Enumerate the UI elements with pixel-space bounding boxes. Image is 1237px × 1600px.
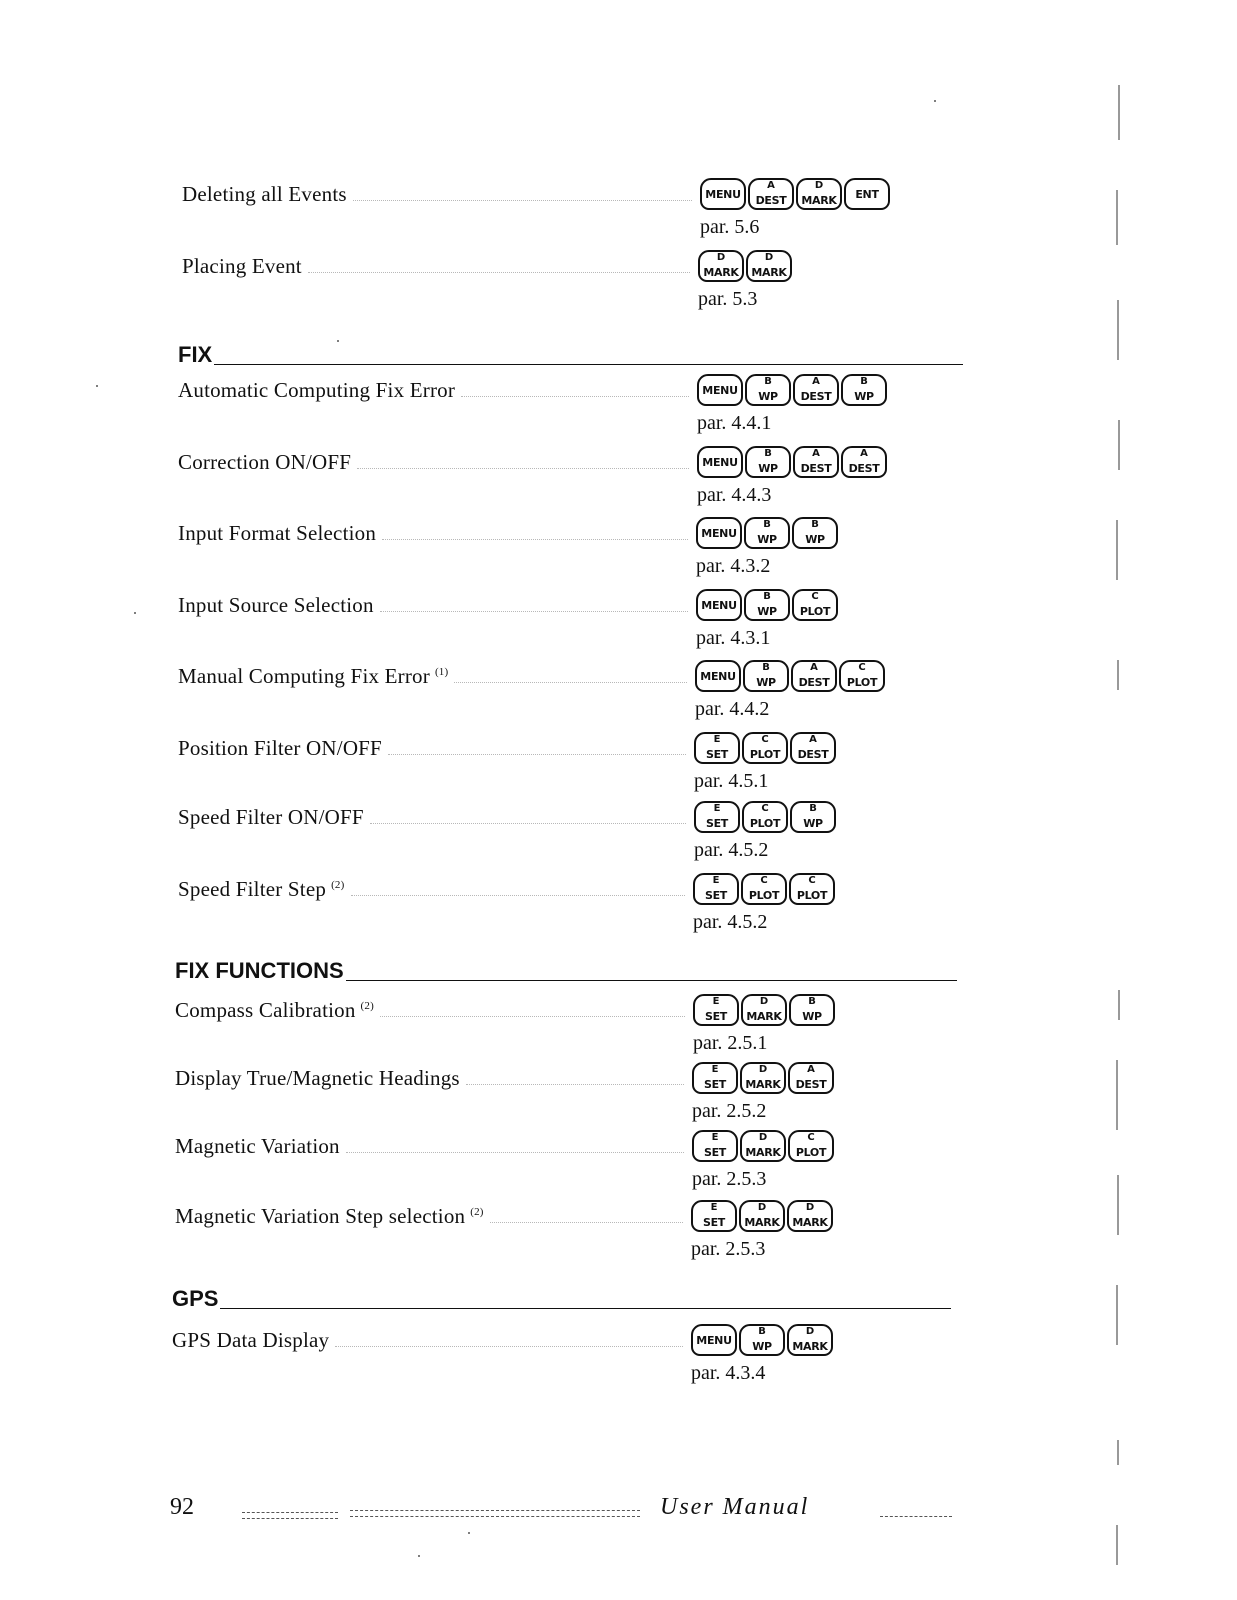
margin-mark	[1116, 520, 1118, 580]
key-letter: E	[711, 1064, 719, 1075]
key-sequence	[692, 1130, 836, 1164]
key-letter: C	[808, 875, 816, 886]
keypad-key-plot	[742, 732, 788, 764]
keypad-key-mark	[787, 1324, 833, 1356]
command-label-text: Compass Calibration	[175, 998, 356, 1022]
keypad-key-plot	[741, 873, 787, 905]
keypad-key-plot	[839, 660, 885, 692]
keypad-key-wp	[790, 801, 836, 833]
key-letter: E	[710, 1202, 718, 1213]
keypad-key-dest	[788, 1062, 834, 1094]
margin-mark	[1118, 85, 1120, 140]
keypad-key-menu	[691, 1324, 737, 1356]
key-caption: SET	[705, 748, 729, 761]
margin-mark	[1117, 1440, 1119, 1465]
footnote-marker: (1)	[434, 666, 449, 678]
key-caption: WP	[752, 1340, 772, 1353]
keypad-key-dest	[791, 660, 837, 692]
scan-speck	[134, 612, 136, 614]
section-title: FIX FUNCTIONS	[175, 958, 344, 983]
paragraph-reference: par. 2.5.3	[691, 1238, 766, 1260]
key-sequence	[692, 1062, 836, 1096]
scan-speck	[337, 340, 339, 342]
key-letter: B	[809, 803, 817, 814]
key-letter: A	[810, 662, 818, 673]
key-caption: MENU	[700, 670, 736, 683]
key-caption: MARK	[745, 1146, 781, 1159]
key-letter: D	[716, 252, 726, 263]
key-caption: ENT	[855, 188, 879, 201]
keypad-key-set	[694, 732, 740, 764]
key-letter: B	[758, 1326, 766, 1337]
command-row	[178, 732, 960, 794]
command-label	[182, 254, 302, 279]
key-letter: E	[713, 734, 721, 745]
command-label	[178, 877, 345, 902]
key-letter: E	[712, 875, 720, 886]
command-row	[178, 660, 960, 722]
key-letter: A	[860, 448, 868, 459]
command-label	[175, 1134, 340, 1159]
footer-rule-segment	[350, 1516, 640, 1517]
section-title: FIX	[178, 342, 213, 367]
footnote-marker: (2)	[470, 1206, 484, 1218]
key-letter: D	[758, 1064, 768, 1075]
paragraph-reference: par. 2.5.2	[692, 1100, 767, 1122]
keypad-key-mark	[739, 1200, 785, 1232]
command-label-text: Correction ON/OFF	[178, 450, 352, 474]
keypad-key-set	[692, 1130, 738, 1162]
footer-rule-segment	[242, 1512, 338, 1513]
dotted-leader	[490, 1222, 683, 1223]
key-sequence	[696, 589, 840, 623]
dotted-leader	[380, 1016, 685, 1017]
margin-mark	[1117, 660, 1119, 690]
keypad-key-dest	[793, 446, 839, 478]
dotted-leader	[388, 754, 686, 755]
key-caption: SET	[702, 1216, 726, 1229]
key-letter: A	[809, 734, 817, 745]
key-letter: A	[807, 1064, 815, 1075]
command-label	[178, 450, 351, 475]
command-label	[182, 182, 347, 207]
keypad-key-wp	[739, 1324, 785, 1356]
key-letter: E	[711, 1132, 719, 1143]
paragraph-reference: par. 4.4.2	[695, 698, 770, 720]
keypad-key-dest	[841, 446, 887, 478]
key-letter: D	[805, 1326, 815, 1337]
paragraph-reference: par. 5.6	[700, 216, 760, 238]
section-rule	[172, 1308, 951, 1309]
margin-mark	[1118, 990, 1120, 1020]
footer-title: User Manual	[660, 1494, 810, 1520]
key-sequence	[693, 873, 837, 907]
key-letter: C	[761, 734, 769, 745]
command-label-text: Input Source Selection	[178, 593, 374, 617]
command-label-text: Magnetic Variation	[175, 1134, 340, 1158]
key-caption: WP	[758, 390, 778, 403]
scan-speck	[468, 1532, 470, 1534]
command-label	[178, 664, 448, 689]
scan-speck	[934, 100, 936, 102]
key-caption: PLOT	[799, 605, 831, 618]
page-number: 92	[170, 1494, 194, 1520]
key-caption: MARK	[746, 1010, 782, 1023]
scan-speck	[418, 1555, 420, 1557]
key-letter: B	[860, 376, 868, 387]
command-label-text: Manual Computing Fix Error	[178, 664, 430, 688]
key-caption: MENU	[702, 384, 738, 397]
command-label-text: GPS Data Display	[172, 1328, 330, 1352]
paragraph-reference: par. 2.5.3	[692, 1168, 767, 1190]
key-caption: DEST	[800, 462, 832, 475]
key-caption: SET	[703, 1078, 727, 1091]
command-row	[172, 1324, 960, 1386]
keypad-key-menu	[697, 446, 743, 478]
paragraph-reference: par. 4.3.4	[691, 1362, 766, 1384]
command-row	[178, 446, 960, 508]
footnote-marker: (2)	[360, 1000, 374, 1012]
command-row	[178, 589, 960, 651]
key-sequence	[693, 994, 837, 1028]
command-label	[178, 736, 382, 761]
margin-mark	[1116, 1525, 1118, 1565]
key-caption: DEST	[800, 390, 832, 403]
key-letter: A	[812, 448, 820, 459]
section-header	[175, 958, 957, 982]
key-caption: WP	[802, 1010, 822, 1023]
margin-mark	[1116, 190, 1118, 245]
key-caption: DEST	[755, 194, 787, 207]
dotted-leader	[382, 539, 688, 540]
keypad-key-plot	[788, 1130, 834, 1162]
footer-rule-segment	[350, 1510, 640, 1511]
keypad-key-menu	[696, 517, 742, 549]
key-caption: SET	[704, 889, 728, 902]
keypad-key-menu	[695, 660, 741, 692]
command-row	[175, 1200, 960, 1262]
key-caption: MARK	[751, 266, 787, 279]
key-sequence	[700, 178, 892, 212]
key-sequence	[694, 732, 838, 766]
keypad-key-wp	[792, 517, 838, 549]
key-sequence	[698, 250, 794, 284]
keypad-key-set	[691, 1200, 737, 1232]
keypad-key-mark	[698, 250, 744, 282]
keypad-key-wp	[789, 994, 835, 1026]
footer-rule-segment	[242, 1518, 338, 1519]
key-caption: PLOT	[749, 748, 781, 761]
key-letter: C	[858, 662, 866, 673]
keypad-key-mark	[796, 178, 842, 210]
keypad-key-dest	[790, 732, 836, 764]
keypad-key-plot	[742, 801, 788, 833]
footnote-marker: (2)	[331, 879, 345, 891]
paragraph-reference: par. 5.3	[698, 288, 758, 310]
command-label	[172, 1328, 329, 1353]
key-caption: MARK	[801, 194, 837, 207]
dotted-leader	[461, 396, 689, 397]
key-caption: DEST	[848, 462, 880, 475]
keypad-key-set	[693, 873, 739, 905]
command-label	[178, 521, 376, 546]
margin-mark	[1117, 1175, 1119, 1235]
keypad-key-wp	[745, 446, 791, 478]
key-sequence	[694, 801, 838, 835]
command-row	[182, 178, 960, 240]
dotted-leader	[370, 823, 686, 824]
key-caption: MENU	[701, 599, 737, 612]
keypad-key-set	[694, 801, 740, 833]
keypad-key-wp	[744, 589, 790, 621]
key-caption: MARK	[792, 1340, 828, 1353]
keypad-key-ent	[844, 178, 890, 210]
dotted-leader	[353, 200, 692, 201]
key-caption: SET	[704, 1010, 728, 1023]
key-sequence	[697, 374, 889, 408]
key-caption: PLOT	[749, 817, 781, 830]
command-row	[178, 517, 960, 579]
key-letter: D	[758, 1132, 768, 1143]
key-letter: C	[761, 803, 769, 814]
key-letter: C	[760, 875, 768, 886]
key-caption: WP	[757, 605, 777, 618]
key-letter: B	[764, 448, 772, 459]
key-caption: PLOT	[796, 889, 828, 902]
key-letter: B	[762, 662, 770, 673]
command-label	[178, 805, 364, 830]
key-letter: C	[807, 1132, 815, 1143]
command-row	[175, 994, 960, 1056]
key-caption: MARK	[744, 1216, 780, 1229]
dotted-leader	[335, 1346, 683, 1347]
command-row	[178, 801, 960, 863]
dotted-leader	[466, 1084, 684, 1085]
key-caption: WP	[757, 533, 777, 546]
key-caption: DEST	[795, 1078, 827, 1091]
dotted-leader	[380, 611, 688, 612]
key-caption: DEST	[797, 748, 829, 761]
key-caption: MARK	[792, 1216, 828, 1229]
keypad-key-wp	[745, 374, 791, 406]
key-sequence	[697, 446, 889, 480]
key-caption: WP	[756, 676, 776, 689]
command-row	[175, 1062, 960, 1124]
dotted-leader	[454, 682, 687, 683]
keypad-key-dest	[793, 374, 839, 406]
keypad-key-mark	[746, 250, 792, 282]
command-label-text: Display True/Magnetic Headings	[175, 1066, 460, 1090]
command-label	[175, 1204, 484, 1229]
command-label-text: Automatic Computing Fix Error	[178, 378, 456, 402]
key-sequence	[691, 1200, 835, 1234]
keypad-key-mark	[740, 1130, 786, 1162]
paragraph-reference: par. 4.5.1	[694, 770, 769, 792]
paragraph-reference: par. 2.5.1	[693, 1032, 768, 1054]
paragraph-reference: par. 4.4.1	[697, 412, 772, 434]
footer-rule-segment	[880, 1516, 952, 1517]
key-caption: WP	[854, 390, 874, 403]
key-caption: WP	[805, 533, 825, 546]
key-letter: B	[763, 591, 771, 602]
key-letter: B	[764, 376, 772, 387]
key-sequence	[695, 660, 887, 694]
key-letter: E	[713, 803, 721, 814]
section-header	[172, 1286, 951, 1310]
keypad-key-set	[692, 1062, 738, 1094]
command-label-text: Speed Filter Step	[178, 877, 327, 901]
key-letter: B	[763, 519, 771, 530]
command-row	[178, 374, 960, 436]
command-label-text: Deleting all Events	[182, 182, 347, 206]
key-caption: MARK	[745, 1078, 781, 1091]
command-label-text: Position Filter ON/OFF	[178, 736, 382, 760]
key-caption: PLOT	[748, 889, 780, 902]
dotted-leader	[357, 468, 689, 469]
keypad-key-mark	[741, 994, 787, 1026]
keypad-key-mark	[740, 1062, 786, 1094]
command-label	[175, 1066, 460, 1091]
command-label	[175, 998, 374, 1023]
key-caption: MENU	[705, 188, 741, 201]
paragraph-reference: par. 4.3.2	[696, 555, 771, 577]
keypad-key-menu	[700, 178, 746, 210]
dotted-leader	[351, 895, 686, 896]
keypad-key-plot	[789, 873, 835, 905]
margin-mark	[1117, 300, 1119, 360]
paragraph-reference: par. 4.5.2	[694, 839, 769, 861]
key-caption: SET	[705, 817, 729, 830]
margin-mark	[1116, 1060, 1118, 1130]
command-label	[178, 378, 455, 403]
key-caption: PLOT	[795, 1146, 827, 1159]
paragraph-reference: par. 4.5.2	[693, 911, 768, 933]
section-header	[178, 342, 963, 366]
key-caption: MENU	[702, 456, 738, 469]
keypad-key-wp	[841, 374, 887, 406]
key-letter: D	[759, 996, 769, 1007]
keypad-key-set	[693, 994, 739, 1026]
command-label-text: Magnetic Variation Step selection	[175, 1204, 466, 1228]
command-label	[178, 593, 374, 618]
command-label-text: Placing Event	[182, 254, 302, 278]
margin-mark	[1118, 420, 1120, 470]
key-sequence	[696, 517, 840, 551]
keypad-key-wp	[743, 660, 789, 692]
scan-speck	[96, 385, 98, 387]
keypad-key-menu	[696, 589, 742, 621]
key-caption: WP	[803, 817, 823, 830]
command-row	[175, 1130, 960, 1192]
key-letter: B	[808, 996, 816, 1007]
key-letter: A	[812, 376, 820, 387]
key-letter: B	[811, 519, 819, 530]
key-sequence	[691, 1324, 835, 1358]
paragraph-reference: par. 4.4.3	[697, 484, 772, 506]
keypad-key-dest	[748, 178, 794, 210]
margin-mark	[1116, 1285, 1118, 1345]
paragraph-reference: par. 4.3.1	[696, 627, 771, 649]
keypad-key-plot	[792, 589, 838, 621]
key-caption: WP	[758, 462, 778, 475]
command-label-text: Input Format Selection	[178, 521, 377, 545]
key-letter: C	[811, 591, 819, 602]
key-letter: D	[814, 180, 824, 191]
key-caption: MENU	[696, 1334, 732, 1347]
section-title: GPS	[172, 1286, 219, 1311]
key-caption: MENU	[701, 527, 737, 540]
keypad-key-mark	[787, 1200, 833, 1232]
key-letter: D	[805, 1202, 815, 1213]
key-letter: A	[767, 180, 775, 191]
command-label-text: Speed Filter ON/OFF	[178, 805, 364, 829]
keypad-key-wp	[744, 517, 790, 549]
key-letter: E	[712, 996, 720, 1007]
key-letter: D	[764, 252, 774, 263]
key-caption: PLOT	[846, 676, 878, 689]
command-row	[182, 250, 960, 312]
key-letter: D	[757, 1202, 767, 1213]
keypad-key-menu	[697, 374, 743, 406]
key-caption: SET	[703, 1146, 727, 1159]
dotted-leader	[346, 1152, 684, 1153]
command-row	[178, 873, 960, 935]
section-rule	[178, 364, 963, 365]
dotted-leader	[308, 272, 690, 273]
key-caption: MARK	[703, 266, 739, 279]
key-caption: DEST	[798, 676, 830, 689]
